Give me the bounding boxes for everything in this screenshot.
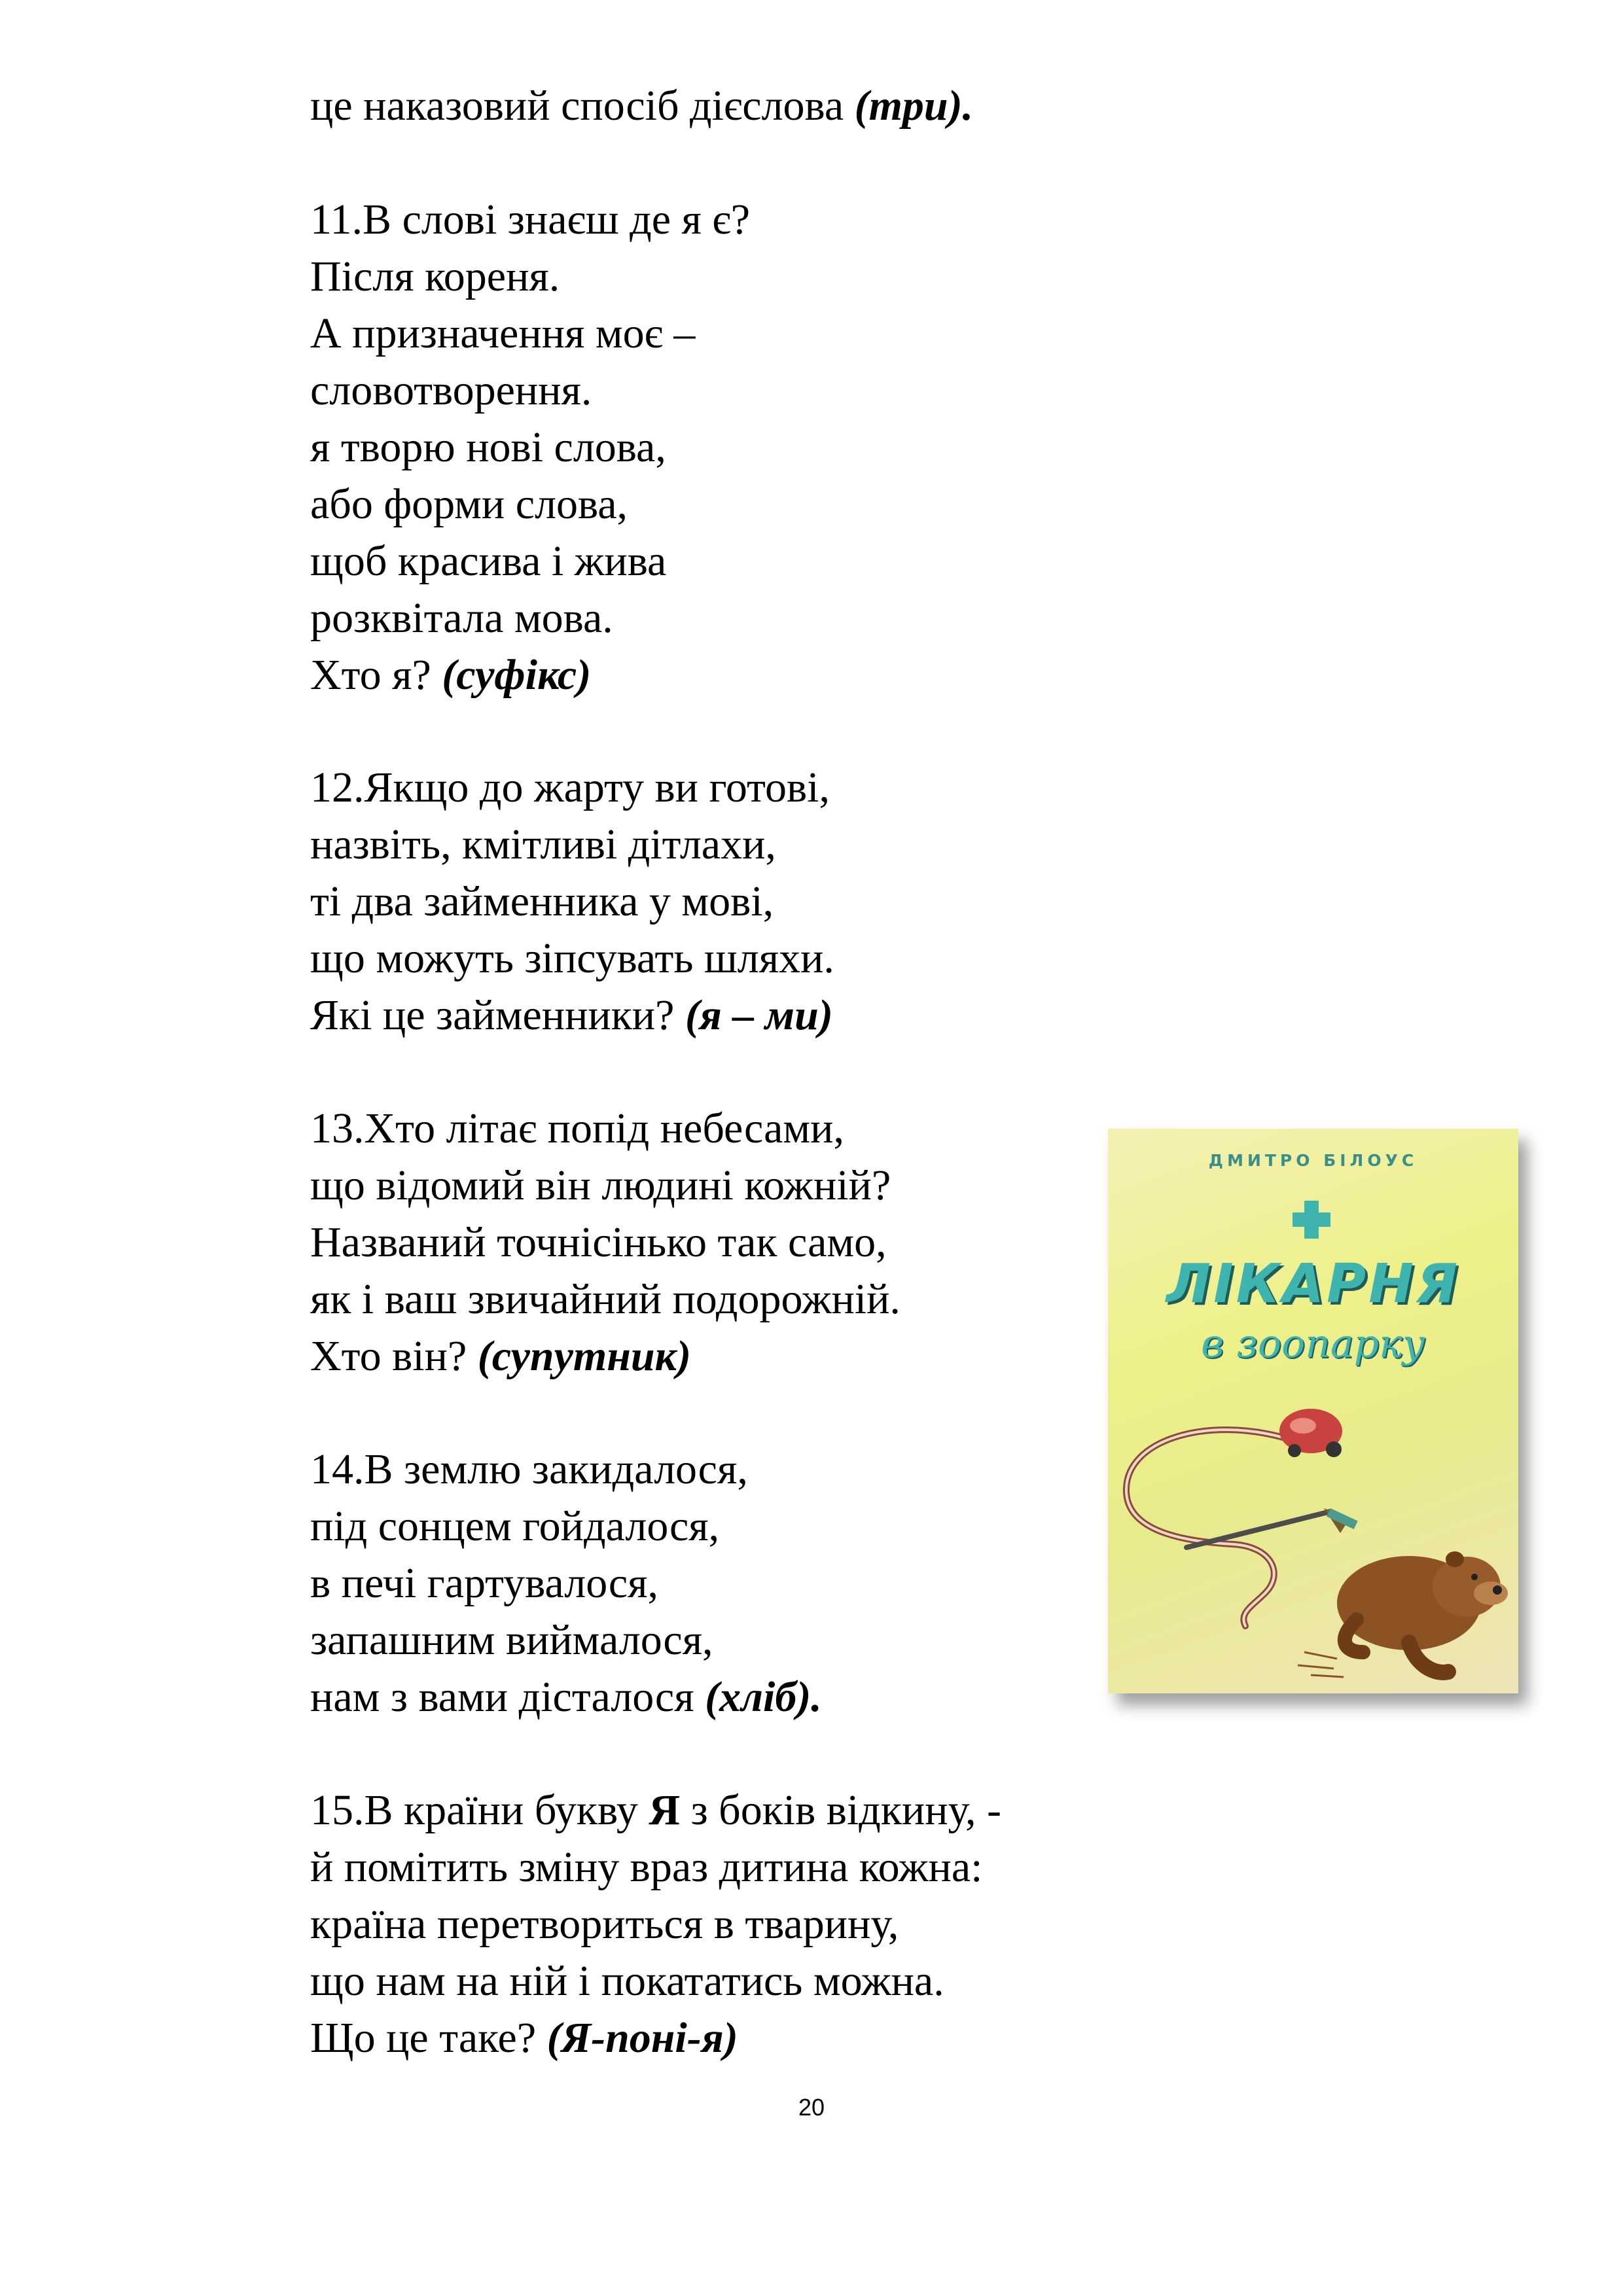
riddle-question: Хто я?	[310, 651, 442, 699]
riddle-question-line	[310, 1669, 1122, 1725]
riddle-line: 14.В землю закидалося,	[310, 1445, 748, 1493]
riddle-question-line	[310, 2009, 1122, 2066]
riddle-11	[310, 191, 1122, 703]
riddle-line: в печі гартувалося,	[310, 1559, 659, 1607]
intro-line	[310, 77, 1122, 134]
riddle-answer: (суфікс)	[442, 651, 592, 699]
cover-author: ДМИТРО БІЛОУС	[1208, 1151, 1418, 1170]
medical-cross-icon	[1290, 1198, 1333, 1241]
riddle-line: й помітить зміну враз дитина кожна:	[310, 1843, 983, 1891]
riddle-line: ті два займенника у мові,	[310, 877, 774, 925]
riddle-line: щоб красива і жива	[310, 537, 667, 585]
book-cover-image	[1108, 1129, 1518, 1693]
riddle-answer: (хліб).	[705, 1673, 822, 1721]
riddle-13	[310, 1100, 1122, 1385]
riddle-line: назвіть, кмітливі дітлахи,	[310, 821, 776, 868]
riddle-15	[310, 1782, 1122, 2066]
riddle-answer: (Я-поні-я)	[546, 2014, 738, 2062]
riddle-question-line	[310, 987, 1122, 1044]
riddle-question-line	[310, 1328, 1122, 1385]
riddle-line: я творю нові слова,	[310, 423, 666, 471]
riddle-line: під сонцем гойдалося,	[310, 1502, 720, 1550]
riddle-14	[310, 1441, 1122, 1725]
riddle-bold-letter: Я	[649, 1786, 681, 1834]
riddle-question-line	[310, 646, 1122, 703]
riddle-first-post: з боків відкину, -	[680, 1786, 1001, 1834]
intro-answer: (три).	[854, 82, 974, 130]
riddle-line: 11.В слові знаєш де я є?	[310, 196, 750, 243]
riddle-line: словотворення.	[310, 366, 592, 414]
riddle-line: або форми слова,	[310, 480, 628, 528]
riddle-line: А призначення моє –	[310, 309, 696, 357]
riddle-line: країна перетвориться в тварину,	[310, 1900, 899, 1948]
intro-line-block	[310, 77, 1122, 134]
riddle-line: 13.Хто літає попід небесами,	[310, 1104, 844, 1152]
riddle-first-line	[310, 1782, 1122, 1839]
cover-illustration	[1108, 1377, 1518, 1693]
bear-illustration	[1298, 1551, 1508, 1677]
page-number: 20	[798, 2094, 825, 2121]
riddle-question: Хто він?	[310, 1332, 478, 1380]
riddle-question: нам з вами дісталося	[310, 1673, 705, 1721]
riddle-answer: (супутник)	[477, 1332, 691, 1380]
riddle-line: що можуть зіпсувать шляхи.	[310, 934, 834, 982]
cover-title: ЛІКАРНЯ	[1166, 1253, 1460, 1315]
intro-text: це наказовий спосіб дієслова	[310, 82, 855, 130]
riddle-line: запашним виймалося,	[310, 1616, 713, 1664]
riddle-line: що відомий він людині кожній?	[310, 1161, 891, 1209]
riddle-line: як і ваш звичайний подорожній.	[310, 1275, 901, 1323]
riddle-line: що нам на ній і покататись можна.	[310, 1957, 944, 2005]
riddle-12	[310, 759, 1122, 1044]
riddle-question: Які це займенники?	[310, 991, 685, 1039]
vacuum-cleaner-illustration	[1126, 1409, 1358, 1626]
riddle-line: розквітала мова.	[310, 594, 613, 642]
riddle-answer: (я – ми)	[685, 991, 833, 1039]
riddle-line: 12.Якщо до жарту ви готові,	[310, 764, 830, 811]
cover-subtitle: в зоопарку	[1201, 1321, 1425, 1367]
riddle-line: Названий точнісінько так само,	[310, 1218, 887, 1266]
riddle-line: Після кореня.	[310, 253, 560, 300]
riddle-first-pre: 15.В країни букву	[310, 1786, 649, 1834]
riddle-question: Що це таке?	[310, 2014, 547, 2062]
